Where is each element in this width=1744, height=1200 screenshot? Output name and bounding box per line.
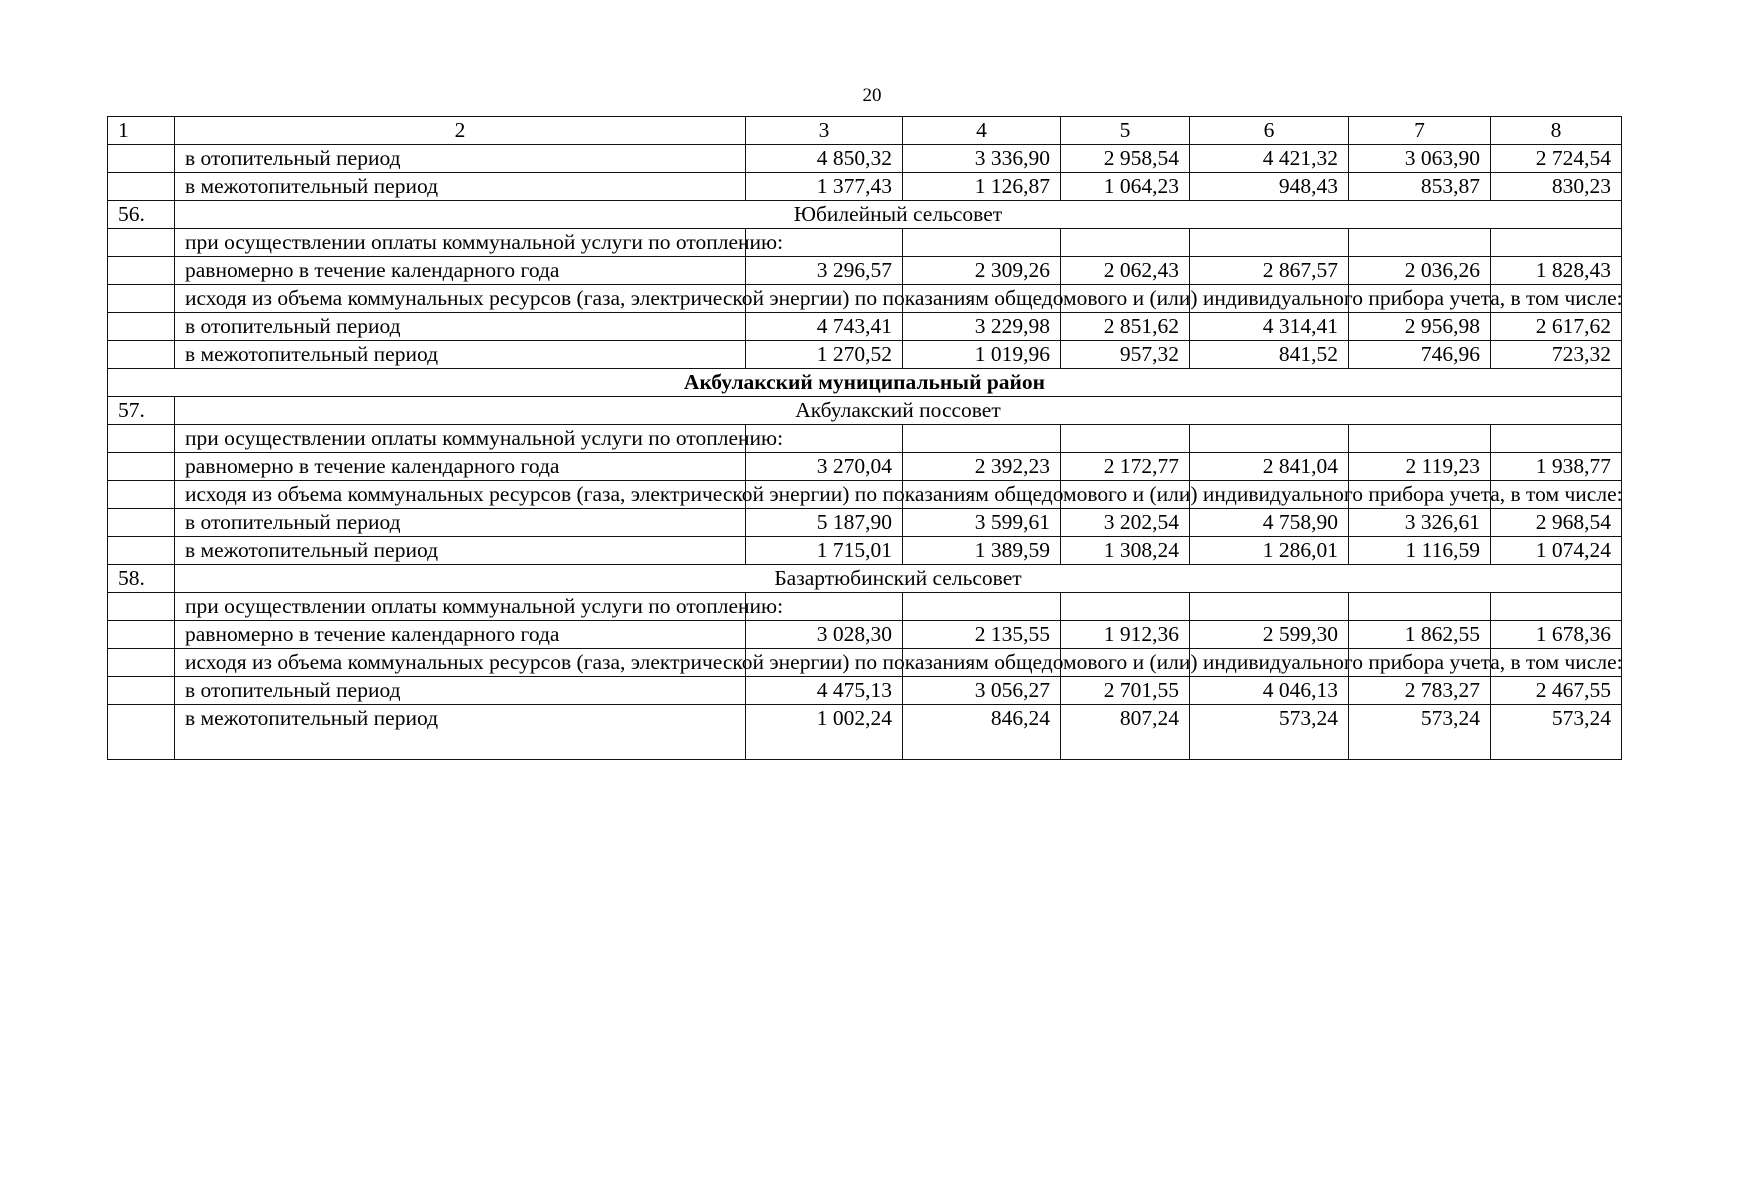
- settlement-row: [108, 565, 1622, 593]
- value-cell: 723,32: [1491, 341, 1622, 369]
- value-cell: [903, 229, 1061, 257]
- value-cell: 1 828,43: [1491, 257, 1622, 285]
- value-cell: 1 389,59: [903, 537, 1061, 565]
- row-index-empty: [108, 481, 175, 509]
- value-cell: 3 296,57: [746, 257, 903, 285]
- value-cell: 1 002,24: [746, 705, 903, 760]
- value-cell: 746,96: [1349, 341, 1491, 369]
- value-cell: 2 599,30: [1190, 621, 1349, 649]
- row-label: исходя из объема коммунальных ресурсов (газа, электрической энергии) по показаниям общедомового и (или) индивидуального прибора учета, в том числе:: [175, 285, 746, 313]
- row-label: в отопительный период: [175, 509, 746, 537]
- value-cell: 2 617,62: [1491, 313, 1622, 341]
- row-label: равномерно в течение календарного года: [175, 453, 746, 481]
- value-cell: 1 286,01: [1190, 537, 1349, 565]
- table-row: [108, 677, 1622, 705]
- value-cell: [1491, 593, 1622, 621]
- value-cell: 3 599,61: [903, 509, 1061, 537]
- value-cell: 2 467,55: [1491, 677, 1622, 705]
- settlement-row: [108, 397, 1622, 425]
- row-label: в межотопительный период: [175, 705, 746, 760]
- value-cell: 957,32: [1061, 341, 1190, 369]
- page-number: 20: [862, 85, 882, 106]
- value-cell: 2 956,98: [1349, 313, 1491, 341]
- row-index-empty: [108, 145, 175, 173]
- row-index: 58.: [108, 565, 175, 593]
- district-row: [108, 369, 1622, 397]
- value-cell: 573,24: [1491, 705, 1622, 760]
- table-row: [108, 425, 1622, 453]
- settlement-name: Базартюбинский сельсовет: [175, 565, 1622, 593]
- value-cell: 4 743,41: [746, 313, 903, 341]
- settlement-name: Юбилейный сельсовет: [175, 201, 1622, 229]
- row-label: при осуществлении оплаты коммунальной услуги по отоплению:: [175, 425, 746, 453]
- row-label: при осуществлении оплаты коммунальной услуги по отоплению:: [175, 229, 746, 257]
- value-cell: 3 063,90: [1349, 145, 1491, 173]
- value-cell: 2 968,54: [1491, 509, 1622, 537]
- value-cell: 1 938,77: [1491, 453, 1622, 481]
- row-index-empty: [108, 537, 175, 565]
- row-label: равномерно в течение календарного года: [175, 621, 746, 649]
- row-index-empty: [108, 257, 175, 285]
- row-index-empty: [108, 509, 175, 537]
- row-index-empty: [108, 313, 175, 341]
- value-cell: 2 867,57: [1190, 257, 1349, 285]
- value-cell: [1349, 593, 1491, 621]
- value-cell: [1190, 229, 1349, 257]
- table-row: [108, 537, 1622, 565]
- settlement-row: [108, 201, 1622, 229]
- column-number: 5: [1061, 117, 1190, 145]
- table-row: [108, 145, 1622, 173]
- value-cell: 4 314,41: [1190, 313, 1349, 341]
- row-index-empty: [108, 229, 175, 257]
- value-cell: 2 841,04: [1190, 453, 1349, 481]
- row-index-empty: [108, 425, 175, 453]
- table-row: [108, 285, 1622, 313]
- value-cell: 4 046,13: [1190, 677, 1349, 705]
- row-label: в отопительный период: [175, 145, 746, 173]
- value-cell: 573,24: [1349, 705, 1491, 760]
- column-number: 3: [746, 117, 903, 145]
- value-cell: 3 202,54: [1061, 509, 1190, 537]
- row-index: 57.: [108, 397, 175, 425]
- value-cell: [903, 425, 1061, 453]
- value-cell: 2 062,43: [1061, 257, 1190, 285]
- value-cell: 948,43: [1190, 173, 1349, 201]
- header-row: [108, 117, 1622, 145]
- column-number: 2: [175, 117, 746, 145]
- table-row: [108, 229, 1622, 257]
- value-cell: [1349, 425, 1491, 453]
- value-cell: 1 270,52: [746, 341, 903, 369]
- row-label: исходя из объема коммунальных ресурсов (газа, электрической энергии) по показаниям общедомового и (или) индивидуального прибора учета, в том числе:: [175, 481, 746, 509]
- column-number: 4: [903, 117, 1061, 145]
- value-cell: [1061, 425, 1190, 453]
- value-cell: 853,87: [1349, 173, 1491, 201]
- value-cell: 841,52: [1190, 341, 1349, 369]
- value-cell: 807,24: [1061, 705, 1190, 760]
- value-cell: 4 850,32: [746, 145, 903, 173]
- value-cell: 1 308,24: [1061, 537, 1190, 565]
- value-cell: 3 336,90: [903, 145, 1061, 173]
- row-index-empty: [108, 453, 175, 481]
- value-cell: [1491, 425, 1622, 453]
- row-label: равномерно в течение календарного года: [175, 257, 746, 285]
- value-cell: 1 074,24: [1491, 537, 1622, 565]
- table-row: [108, 481, 1622, 509]
- value-cell: [1190, 425, 1349, 453]
- value-cell: 1 862,55: [1349, 621, 1491, 649]
- column-number: 7: [1349, 117, 1491, 145]
- row-index-empty: [108, 621, 175, 649]
- value-cell: 3 270,04: [746, 453, 903, 481]
- row-index-empty: [108, 677, 175, 705]
- table-row: [108, 649, 1622, 677]
- value-cell: 3 326,61: [1349, 509, 1491, 537]
- value-cell: 2 036,26: [1349, 257, 1491, 285]
- row-label: в межотопительный период: [175, 173, 746, 201]
- value-cell: 2 851,62: [1061, 313, 1190, 341]
- value-cell: 2 119,23: [1349, 453, 1491, 481]
- value-cell: [1491, 229, 1622, 257]
- row-label: исходя из объема коммунальных ресурсов (газа, электрической энергии) по показаниям общедомового и (или) индивидуального прибора учета, в том числе:: [175, 649, 746, 677]
- table-row: [108, 509, 1622, 537]
- value-cell: 830,23: [1491, 173, 1622, 201]
- value-cell: 2 309,26: [903, 257, 1061, 285]
- table-row: [108, 593, 1622, 621]
- table-row: [108, 313, 1622, 341]
- row-label: в отопительный период: [175, 677, 746, 705]
- table-row: [108, 453, 1622, 481]
- value-cell: 2 958,54: [1061, 145, 1190, 173]
- value-cell: 1 064,23: [1061, 173, 1190, 201]
- settlement-name: Акбулакский поссовет: [175, 397, 1622, 425]
- value-cell: 1 019,96: [903, 341, 1061, 369]
- table-body: [108, 117, 1622, 760]
- row-index-empty: [108, 285, 175, 313]
- row-label: в межотопительный период: [175, 341, 746, 369]
- value-cell: 1 116,59: [1349, 537, 1491, 565]
- district-name: Акбулакский муниципальный район: [108, 369, 1622, 397]
- table-row: [108, 257, 1622, 285]
- value-cell: [903, 593, 1061, 621]
- value-cell: 5 187,90: [746, 509, 903, 537]
- value-cell: [1349, 229, 1491, 257]
- value-cell: 1 678,36: [1491, 621, 1622, 649]
- value-cell: 2 172,77: [1061, 453, 1190, 481]
- column-number: 6: [1190, 117, 1349, 145]
- value-cell: [1061, 593, 1190, 621]
- value-cell: 2 701,55: [1061, 677, 1190, 705]
- value-cell: 573,24: [1190, 705, 1349, 760]
- value-cell: [1190, 593, 1349, 621]
- row-label: в межотопительный период: [175, 537, 746, 565]
- row-index-empty: [108, 341, 175, 369]
- value-cell: 1 126,87: [903, 173, 1061, 201]
- value-cell: 2 135,55: [903, 621, 1061, 649]
- value-cell: [1061, 229, 1190, 257]
- value-cell: 846,24: [903, 705, 1061, 760]
- value-cell: 4 421,32: [1190, 145, 1349, 173]
- column-number: 8: [1491, 117, 1622, 145]
- value-cell: 1 715,01: [746, 537, 903, 565]
- row-index-empty: [108, 649, 175, 677]
- column-number: 1: [108, 117, 175, 145]
- row-label: при осуществлении оплаты коммунальной услуги по отоплению:: [175, 593, 746, 621]
- row-index: 56.: [108, 201, 175, 229]
- value-cell: 2 392,23: [903, 453, 1061, 481]
- value-cell: 3 229,98: [903, 313, 1061, 341]
- row-label: в отопительный период: [175, 313, 746, 341]
- table-row: [108, 173, 1622, 201]
- table-row: [108, 705, 1622, 760]
- value-cell: 2 783,27: [1349, 677, 1491, 705]
- value-cell: 3 056,27: [903, 677, 1061, 705]
- value-cell: 3 028,30: [746, 621, 903, 649]
- tariff-table: [107, 116, 1622, 760]
- value-cell: 4 758,90: [1190, 509, 1349, 537]
- value-cell: 2 724,54: [1491, 145, 1622, 173]
- row-index-empty: [108, 173, 175, 201]
- value-cell: 4 475,13: [746, 677, 903, 705]
- row-index-empty: [108, 705, 175, 760]
- table-row: [108, 621, 1622, 649]
- value-cell: 1 377,43: [746, 173, 903, 201]
- row-index-empty: [108, 593, 175, 621]
- value-cell: 1 912,36: [1061, 621, 1190, 649]
- table-row: [108, 341, 1622, 369]
